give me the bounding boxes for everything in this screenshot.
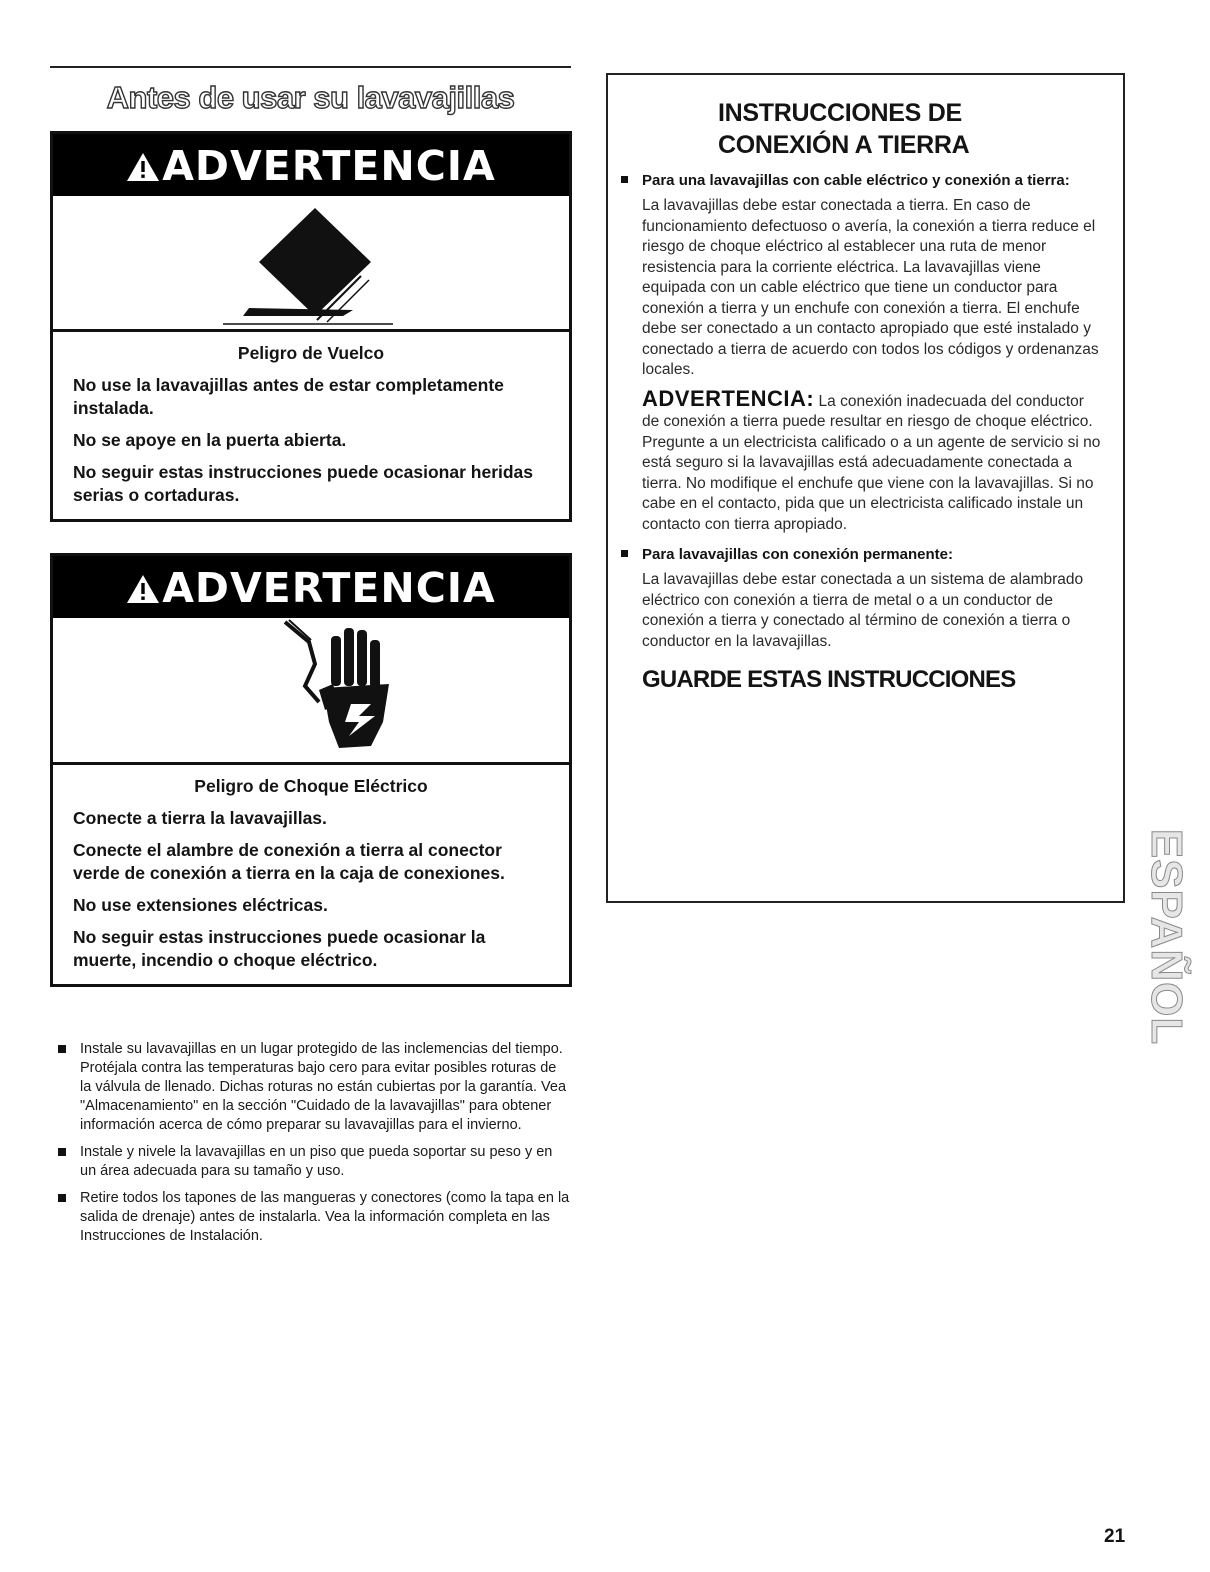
bullet-square-icon [621,176,628,183]
hazard-caption: Peligro de Choque Eléctrico [194,776,428,796]
tip-over-icon [53,196,569,332]
section-title: Antes de usar su lavavajillas [106,80,515,115]
warning-triangle-icon [126,136,160,200]
hazard-caption: Peligro de Vuelco [237,343,385,363]
warning-box-electric-shock [50,553,572,987]
warning-line: No seguir estas instrucciones puede ocasionar heridas serias o cortaduras. [73,462,534,505]
advertencia-paragraph: ADVERTENCIA: La conexión inadecuada del conductor de conexión a tierra puede resultar en riesgo de choque eléctrico. Pregunte a un electricista calificado o a un agente de servicio si no está seguro si la lavavajillas está adecuadamente conectada a tierra. No modifique el enchufe que viene con la lavavajillas. Si no cabe en el contacto, pida que un electricista calificado instale un contacto con tierra apropiado. [642,385,1101,533]
warning-line: No seguir estas instrucciones puede ocasionar la muerte, incendio o choque eléctrico. [73,927,486,970]
list-item: Retire todos los tapones de las mangueras y conectores (como la tapa en la salida de drenaje) antes de instalarla. Vea la información completa en las Instrucciones de Instalación. [50,1189,570,1246]
bullet-square-icon [58,1194,66,1202]
warning-triangle-icon [126,558,160,622]
bullet-heading-permanent: Para lavavajillas con conexión permanente: [608,545,1123,564]
bullet-heading-cord: Para una lavavajillas con cable eléctrico y conexión a tierra: [608,171,1123,190]
warning-header: ADVERTENCIA [53,556,569,618]
instruction-bullets [50,1040,570,1254]
electric-shock-hand-icon [53,618,569,765]
warning-line: Conecte a tierra la lavavajillas. [73,808,327,828]
advertencia-label: ADVERTENCIA: [642,385,815,411]
bullet-square-icon [621,550,628,557]
save-instructions-heading: GUARDE ESTAS INSTRUCCIONES [642,666,1016,693]
grounding-title: INSTRUCCIONES DE CONEXIÓN A TIERRA [718,99,970,159]
list-item: Instale y nivele la lavavajillas en un piso que pueda soportar su peso y en un área adecuada para su tamaño y uso. [50,1143,570,1181]
warning-line: No use extensiones eléctricas. [73,895,328,915]
warning-header: ADVERTENCIA [53,134,569,196]
warning-line: No use la lavavajillas antes de estar completamente instalada. [73,375,504,418]
page-number: 21 [1104,1526,1126,1547]
warning-line: No se apoye en la puerta abierta. [73,430,347,450]
top-rule [50,66,571,68]
warning-box-tip-over [50,131,572,522]
warning-line: Conecte el alambre de conexión a tierra al conector verde de conexión a tierra en la caja de conexiones. [73,840,505,883]
bullet-square-icon [58,1045,66,1053]
bullet-square-icon [58,1148,66,1156]
language-side-tab: ESPAÑOL [1142,828,1191,1046]
grounding-instructions-box [606,73,1125,903]
paragraph-cord: La lavavajillas debe estar conectada a tierra. En caso de funcionamiento defectuoso o avería, la conexión a tierra reduce el riesgo de choque eléctrico al establecer una ruta de menor resistencia para la corriente eléctrica. La lavavajillas viene equipada con un cable eléctrico que tiene un conductor para conexión a tierra y un enchufe con conexión a tierra. El enchufe debe ser conectado a un contacto apropiado que esté instalado y conectado a tierra de acuerdo con todos los códigos y ordenanzas locales. [642,197,1099,378]
paragraph-permanent: La lavavajillas debe estar conectada a un sistema de alambrado eléctrico con conexión a tierra de metal o a un conductor de conexión a tierra y conectado al término de conexión a tierra o conductor en la lavavajillas. [642,571,1084,650]
list-item: Instale su lavavajillas en un lugar protegido de las inclemencias del tiempo. Protéjala contra las temperaturas bajo cero para evitar posibles roturas de la válvula de llenado. Dichas roturas no están cubiertas por la garantía. Vea "Almacenamiento" en la sección "Cuidado de la lavavajillas" para obtener información acerca de cómo preparar su lavavajillas para el invierno. [50,1040,570,1135]
